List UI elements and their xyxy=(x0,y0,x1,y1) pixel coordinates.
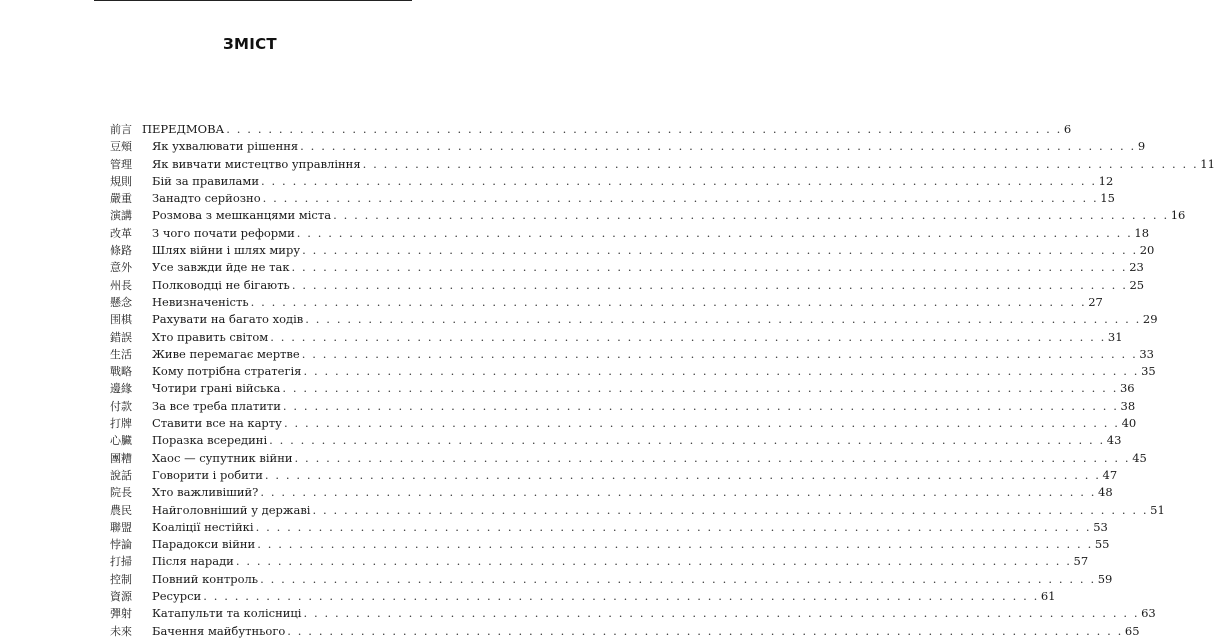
page-number: 33 xyxy=(1139,346,1154,361)
page-number: 45 xyxy=(1132,450,1147,465)
chapter-title: Шлях війни і шлях миру xyxy=(152,243,301,258)
page-number: 6 xyxy=(1063,122,1072,136)
toc-entry xyxy=(110,553,1089,570)
page-number: 38 xyxy=(1120,398,1136,413)
chapter-kanji: 悖論 xyxy=(110,538,132,552)
dot-leader: . . . . . . . . . . . . . . . . . . . . . . . . . . . . . . . . . . . . . . . . . . . . . . . . . . . . . . . . . . . . . . . . . . . . . . . . . . . . . . . . xyxy=(260,485,1096,500)
toc-entry-line xyxy=(152,484,1113,501)
dot-leader: . . . . . . . . . . . . . . . . . . . . . . . . . . . . . . . . . . . . . . . . . . . . . . . . . . . . . . . . . . . . . . . . . . . . . . . . . . . . . . . . xyxy=(287,623,1123,638)
toc-entry-line xyxy=(152,190,1115,207)
toc-entry-line xyxy=(152,432,1122,449)
chapter-kanji: 豆頰 xyxy=(110,140,132,154)
page-number: 20 xyxy=(1139,243,1155,258)
chapter-title: Парадокси війни xyxy=(152,537,256,552)
chapter-title: Як ухвалювати рішення xyxy=(152,139,299,154)
toc-entry xyxy=(110,329,1123,346)
dot-leader: . . . . . . . . . . . . . . . . . . . . . . . . . . . . . . . . . . . . . . . . . . . . . . . . . . . . . . . . . . . . . . . . . . . . . . . . . . . . . . . . xyxy=(305,312,1141,327)
chapter-kanji: 前言 xyxy=(110,123,132,136)
page-number: 40 xyxy=(1121,416,1137,431)
page-number: 43 xyxy=(1106,433,1122,448)
toc-entry-line xyxy=(152,156,1215,173)
toc-entry xyxy=(110,450,1147,467)
chapter-kanji: 嚴重 xyxy=(110,192,132,206)
chapter-title: Чотири грані війська xyxy=(152,381,281,396)
page-number: 51 xyxy=(1150,502,1165,517)
page-number: 16 xyxy=(1170,208,1186,223)
chapter-title: Невизначеність xyxy=(152,294,249,309)
dot-leader: . . . . . . . . . . . . . . . . . . . . . . . . . . . . . . . . . . . . . . . . . . . . . . . . . . . . . . . . . . . . . . . . . . . . . . . . . . . . . . . . xyxy=(296,225,1133,240)
toc-entry-line xyxy=(152,242,1155,259)
chapter-kanji: 打掃 xyxy=(110,555,132,569)
chapter-title: Бій за правилами xyxy=(152,173,260,188)
toc-entry xyxy=(110,398,1136,415)
chapter-kanji: 錯誤 xyxy=(110,330,132,344)
table-of-contents xyxy=(110,121,1215,640)
chapter-title: Хаос — супутник війни xyxy=(152,450,293,465)
toc-entry xyxy=(110,138,1146,155)
top-rule xyxy=(94,0,412,1)
page-number: 61 xyxy=(1040,589,1056,604)
dot-leader: . . . . . . . . . . . . . . . . . . . . . . . . . . . . . . . . . . . . . . . . . . . . . . . . . . . . . . . . . . . . . . . . . . . . . . . . . . . . . . . . xyxy=(282,398,1119,413)
toc-entry xyxy=(110,536,1110,553)
dot-leader: . . . . . . . . . . . . . . . . . . . . . . . . . . . . . . . . . . . . . . . . . . . . . . . . . . . . . . . . . . . . . . . . . . . . . . . . . . . . . . . . xyxy=(261,173,1097,188)
page-number: 12 xyxy=(1098,173,1114,188)
chapter-kanji: 團糟 xyxy=(110,451,132,465)
chapter-kanji: 付款 xyxy=(110,399,132,413)
toc-entry-line xyxy=(152,536,1110,553)
toc-entry xyxy=(110,190,1115,207)
toc-entry-line xyxy=(152,311,1158,328)
chapter-kanji: 围棋 xyxy=(110,313,132,327)
page-number: 57 xyxy=(1073,554,1089,569)
toc-entry-line xyxy=(152,605,1156,622)
toc-entry-line xyxy=(152,207,1186,224)
toc-entry-line xyxy=(152,588,1056,605)
chapter-kanji: 農民 xyxy=(110,503,132,517)
chapter-title: Після наради xyxy=(152,554,234,569)
page-number: 11 xyxy=(1200,156,1215,171)
toc-entry xyxy=(110,225,1150,242)
chapter-kanji: 規則 xyxy=(110,174,132,188)
toc-entry xyxy=(110,588,1056,605)
toc-entry xyxy=(110,605,1156,622)
dot-leader: . . . . . . . . . . . . . . . . . . . . . . . . . . . . . . . . . . . . . . . . . . . . . . . . . . . . . . . . . . . . . . . . . . . . . . . . . . . . . . . . xyxy=(262,191,1099,206)
dot-leader: . . . . . . . . . . . . . . . . . . . . . . . . . . . . . . . . . . . . . . . . . . . . . . . . . . . . . . . . . . . . . . . . . . . . . . . . . . . . . . . . xyxy=(283,416,1120,431)
chapter-kanji: 彈射 xyxy=(110,607,132,621)
dot-leader: . . . . . . . . . . . . . . . . . . . . . . . . . . . . . . . . . . . . . . . . . . . . . . . . . . . . . . . . . . . . . . . . . . . . . . . . . . . . . . . . xyxy=(260,571,1096,586)
chapter-title: Рахувати на багато ходів xyxy=(152,312,304,327)
toc-entry xyxy=(110,294,1103,311)
page-number: 63 xyxy=(1141,606,1156,621)
chapter-title: ПЕРЕДМОВА xyxy=(142,122,225,136)
dot-leader: . . . . . . . . . . . . . . . . . . . . . . . . . . . . . . . . . . . . . . . . . . . . . . . . . . . . . . . . . . . . . . . . . . . . . . . . . . . . . . . . xyxy=(282,381,1118,396)
toc-entry xyxy=(110,363,1156,380)
page-number: 65 xyxy=(1124,623,1140,638)
chapter-kanji: 資源 xyxy=(110,590,132,604)
page-number: 23 xyxy=(1129,260,1144,275)
toc-entry-line xyxy=(152,380,1135,397)
toc-entry xyxy=(110,623,1140,640)
dot-leader: . . . . . . . . . . . . . . . . . . . . . . . . . . . . . . . . . . . . . . . . . . . . . . . . . . . . . . . . . . . . . . . . . . . . . . . . . . . . . . . . xyxy=(291,277,1128,292)
page-number: 47 xyxy=(1102,467,1118,482)
toc-entry-line xyxy=(152,329,1123,346)
page-title: ЗМІСТ xyxy=(223,35,277,53)
page-number: 29 xyxy=(1142,312,1158,327)
chapter-kanji: 意外 xyxy=(110,261,132,275)
chapter-kanji: 心臟 xyxy=(110,434,132,448)
dot-leader: . . . . . . . . . . . . . . . . . . . . . . . . . . . . . . . . . . . . . . . . . . . . . . . . . . . . . . . . . . . . . . . . . . . . . . . . . . . . . . . . xyxy=(270,329,1106,344)
toc-entry xyxy=(110,484,1113,501)
dot-leader: . . . . . . . . . . . . . . . . . . . . . . . . . . . . . . . . . . . . . . . . . . . . . . . . . . . . . . . . . . . . . . . . . . . . . . . . . . . . . . . . xyxy=(291,260,1128,275)
chapter-title: Катапульти та колісниці xyxy=(152,606,302,621)
chapter-title: Поразка всередині xyxy=(152,433,268,448)
toc-entry-line xyxy=(152,571,1113,588)
chapter-title: Ставити все на карту xyxy=(152,416,282,431)
toc-entry xyxy=(110,207,1186,224)
toc-entry xyxy=(110,380,1135,397)
toc-entry-line xyxy=(152,363,1156,380)
toc-entry xyxy=(110,467,1118,484)
chapter-kanji: 院長 xyxy=(110,486,132,500)
chapter-title: Розмова з мешканцями міста xyxy=(152,208,332,223)
chapter-kanji: 管理 xyxy=(110,157,132,171)
dot-leader: . . . . . . . . . . . . . . . . . . . . . . . . . . . . . . . . . . . . . . . . . . . . . . . . . . . . . . . . . . . . . . . . . . . . . . . . . . . . . . . . xyxy=(250,294,1087,309)
dot-leader: . . . . . . . . . . . . . . . . . . . . . . . . . . . . . . . . . . . . . . . . . . . . . . . . . . . . . . . . . . . . . . . . . . . . . . . . . . . . . . . . xyxy=(302,243,1138,258)
dot-leader: . . . . . . . . . . . . . . . . . . . . . . . . . . . . . . . . . . . . . . . . . . . . . . . . . . . . . . . . . . . . . . . . . . . . . . . . . . . . . . . . xyxy=(235,554,1072,569)
chapter-kanji: 演講 xyxy=(110,209,132,223)
toc-entry-line xyxy=(152,259,1144,276)
chapter-title: Хто править світом xyxy=(152,329,269,344)
toc-entry xyxy=(110,121,1072,138)
page-number: 55 xyxy=(1094,537,1110,552)
dot-leader: . . . . . . . . . . . . . . . . . . . . . . . . . . . . . . . . . . . . . . . . . . . . . . . . . . . . . . . . . . . . . . . . . . . . . . . . . . . . . . . . xyxy=(264,467,1101,482)
toc-entry-line xyxy=(152,519,1108,536)
chapter-title: Ресурси xyxy=(152,589,202,604)
chapter-kanji: 打牌 xyxy=(110,417,132,431)
chapter-kanji: 改革 xyxy=(110,226,132,240)
dot-leader: . . . . . . . . . . . . . . . . . . . . . . . . . . . . . . . . . . . . . . . . . . . . . . . . . . . . . . . . . . . . . . . . . . . . . . . . . . . . . . . . xyxy=(312,502,1149,517)
dot-leader: . . . . . . . . . . . . . . . . . . . . . . . . . . . . . . . . . . . . . . . . . . . . . . . . . . . . . . . . . . . . . . . . . . . . . . . . . . . . . . . . xyxy=(226,122,1062,136)
dot-leader: . . . . . . . . . . . . . . . . . . . . . . . . . . . . . . . . . . . . . . . . . . . . . . . . . . . . . . . . . . . . . . . . . . . . . . . . . . . . . . . . xyxy=(269,433,1105,448)
page-number: 59 xyxy=(1097,571,1113,586)
chapter-kanji: 邊緣 xyxy=(110,382,132,396)
dot-leader: . . . . . . . . . . . . . . . . . . . . . . . . . . . . . . . . . . . . . . . . . . . . . . . . . . . . . . . . . . . . . . . . . . . . . . . . . . . . . . . . xyxy=(301,346,1138,361)
toc-entry-line xyxy=(152,173,1114,190)
chapter-kanji: 未來 xyxy=(110,624,132,638)
dot-leader: . . . . . . . . . . . . . . . . . . . . . . . . . . . . . . . . . . . . . . . . . . . . . . . . . . . . . . . . . . . . . . . . . . . . . . . . . . . . . . . . xyxy=(255,519,1092,534)
dot-leader: . . . . . . . . . . . . . . . . . . . . . . . . . . . . . . . . . . . . . . . . . . . . . . . . . . . . . . . . . . . . . . . . . . . . . . . . . . . . . . . . xyxy=(303,364,1140,379)
toc-entry xyxy=(110,259,1144,276)
page-number: 53 xyxy=(1093,519,1108,534)
dot-leader: . . . . . . . . . . . . . . . . . . . . . . . . . . . . . . . . . . . . . . . . . . . . . . . . . . . . . . . . . . . . . . . . . . . . . . . . . . . . . . . . xyxy=(294,450,1131,465)
toc-entry-line xyxy=(152,502,1165,519)
toc-entry-line xyxy=(152,294,1103,311)
chapter-kanji: 生活 xyxy=(110,347,132,361)
toc-entry-line xyxy=(142,121,1072,138)
toc-entry-line xyxy=(152,346,1154,363)
chapter-title: Коаліції нестійкі xyxy=(152,519,254,534)
chapter-title: З чого почати реформи xyxy=(152,225,295,240)
toc-entry-line xyxy=(152,623,1140,640)
toc-entry xyxy=(110,415,1137,432)
toc-entry xyxy=(110,156,1215,173)
page-number: 31 xyxy=(1107,329,1123,344)
page-number: 18 xyxy=(1134,225,1150,240)
chapter-kanji: 聯盟 xyxy=(110,520,132,534)
page-number: 35 xyxy=(1141,364,1156,379)
toc-entry xyxy=(110,519,1108,536)
toc-entry xyxy=(110,502,1165,519)
toc-entry-line xyxy=(152,450,1147,467)
toc-entry xyxy=(110,311,1158,328)
dot-leader: . . . . . . . . . . . . . . . . . . . . . . . . . . . . . . . . . . . . . . . . . . . . . . . . . . . . . . . . . . . . . . . . . . . . . . . . . . . . . . . . xyxy=(203,589,1039,604)
chapter-title: Полководці не бігають xyxy=(152,277,290,292)
chapter-title: Кому потрібна стратегія xyxy=(152,364,302,379)
toc-entry xyxy=(110,242,1155,259)
chapter-kanji: 說話 xyxy=(110,468,132,482)
dot-leader: . . . . . . . . . . . . . . . . . . . . . . . . . . . . . . . . . . . . . . . . . . . . . . . . . . . . . . . . . . . . . . . . . . . . . . . . . . . . . . . . xyxy=(303,606,1140,621)
chapter-title: Занадто серйозно xyxy=(152,191,261,206)
toc-entry xyxy=(110,432,1122,449)
toc-entry-line xyxy=(152,225,1150,242)
page-number: 9 xyxy=(1137,139,1146,154)
toc-entry-line xyxy=(152,398,1136,415)
toc-entry-line xyxy=(152,467,1118,484)
toc-entry-line xyxy=(152,553,1089,570)
dot-leader: . . . . . . . . . . . . . . . . . . . . . . . . . . . . . . . . . . . . . . . . . . . . . . . . . . . . . . . . . . . . . . . . . . . . . . . . . . . . . . . . xyxy=(333,208,1169,223)
page-number: 48 xyxy=(1098,485,1113,500)
chapter-title: Хто важливіший? xyxy=(152,485,259,500)
chapter-kanji: 州長 xyxy=(110,278,132,292)
chapter-title: Говорити і робити xyxy=(152,467,263,482)
dot-leader: . . . . . . . . . . . . . . . . . . . . . . . . . . . . . . . . . . . . . . . . . . . . . . . . . . . . . . . . . . . . . . . . . . . . . . . . . . . . . . . . xyxy=(362,156,1199,171)
toc-entry xyxy=(110,571,1113,588)
chapter-title: Бачення майбутнього xyxy=(152,623,286,638)
dot-leader: . . . . . . . . . . . . . . . . . . . . . . . . . . . . . . . . . . . . . . . . . . . . . . . . . . . . . . . . . . . . . . . . . . . . . . . . . . . . . . . . xyxy=(257,537,1093,552)
chapter-title: Як вивчати мистецтво управління xyxy=(152,156,361,171)
chapter-title: Найголовніший у державі xyxy=(152,502,311,517)
chapter-kanji: 懸念 xyxy=(110,295,132,309)
page-number: 36 xyxy=(1119,381,1135,396)
toc-entry xyxy=(110,277,1145,294)
toc-entry xyxy=(110,346,1154,363)
page-number: 15 xyxy=(1100,191,1115,206)
chapter-kanji: 條路 xyxy=(110,244,132,258)
chapter-kanji: 戰略 xyxy=(110,365,132,379)
chapter-kanji: 控制 xyxy=(110,572,132,586)
toc-entry-line xyxy=(152,277,1145,294)
page-number: 27 xyxy=(1088,294,1103,309)
chapter-title: Усе завжди йде не так xyxy=(152,260,290,275)
toc-entry-line xyxy=(152,415,1137,432)
toc-entry xyxy=(110,173,1114,190)
dot-leader: . . . . . . . . . . . . . . . . . . . . . . . . . . . . . . . . . . . . . . . . . . . . . . . . . . . . . . . . . . . . . . . . . . . . . . . . . . . . . . . . xyxy=(300,139,1136,154)
page-number: 25 xyxy=(1129,277,1145,292)
chapter-title: За все треба платити xyxy=(152,398,281,413)
toc-entry-line xyxy=(152,138,1146,155)
chapter-title: Живе перемагає мертве xyxy=(152,346,300,361)
chapter-title: Повний контроль xyxy=(152,571,259,586)
